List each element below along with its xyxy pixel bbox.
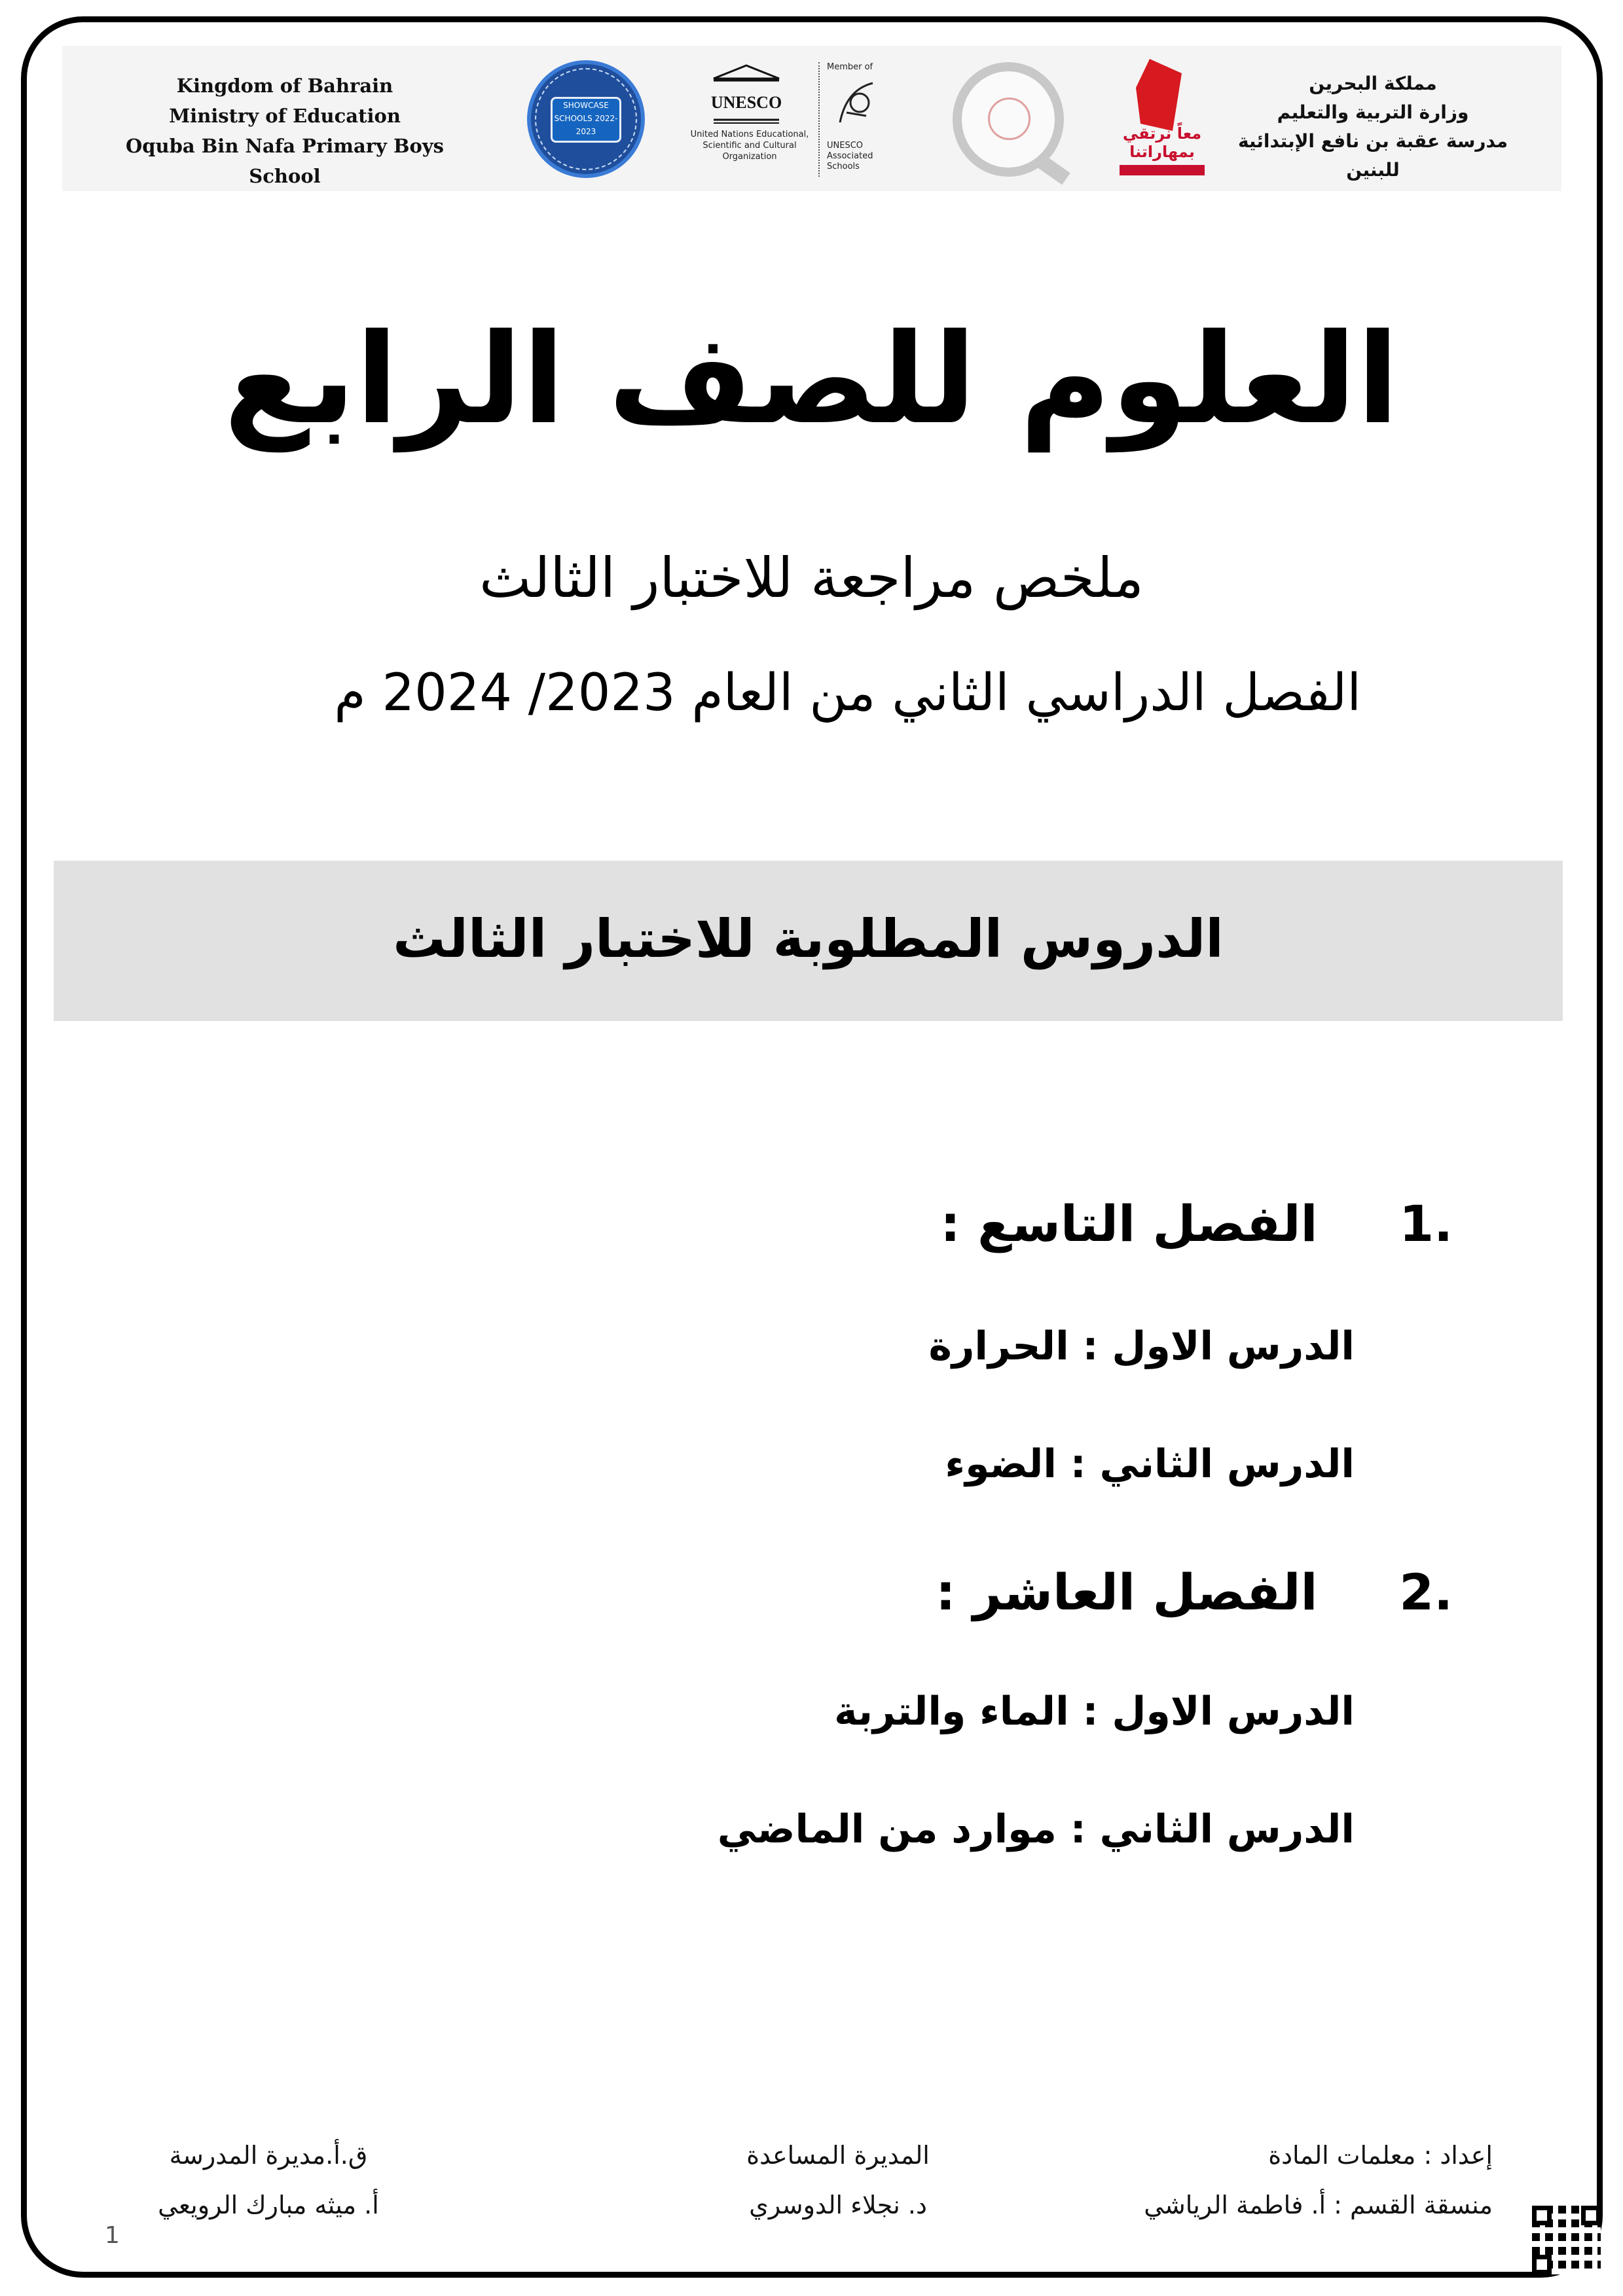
section-banner [54,861,1563,1021]
chapter-heading [471,1188,1453,1260]
unesco-associated-label: UNESCO Associated Schools [827,141,873,171]
qr-code-icon [1532,2206,1601,2274]
unesco-temple-icon [710,62,782,124]
header-en-line: Ministry of Education [169,105,401,127]
header-ar-line: وزارة التربية والتعليم [1277,101,1469,123]
header-arabic [1209,69,1537,185]
header-ar-line: مدرسة عقبة بن نافع الإبتدائية للبنين [1237,130,1508,181]
qr-finder [1581,2206,1601,2225]
q-tail-shape [1035,154,1070,185]
footer-principal [85,2130,452,2230]
assistant-label: المديرة المساعدة [746,2141,930,2170]
assistant-name: د. نجلاء الدوسري [749,2191,927,2219]
quality-emblem [988,98,1030,140]
bahrain-skills-logo [1116,59,1208,183]
unesco-word: UNESCO [710,93,782,112]
unesco-divider [818,62,820,177]
footer-assistant-principal [655,2130,1021,2230]
header-en-line: Oquba Bin Nafa Primary Boys School [126,135,444,187]
lesson-item: الدرس الاول : الحرارة [928,1323,1355,1369]
document-title: العلوم للصف الرابع [223,307,1400,452]
lesson-item: الدرس الاول : الماء والتربة [834,1689,1355,1734]
header-english [88,71,481,191]
qr-finder [1532,2206,1552,2225]
preparer-label: إعداد : معلمات المادة [1268,2141,1493,2170]
banner-title: الدروس المطلوبة للاختبار الثالث [393,908,1224,969]
unesco-member-block [827,62,899,171]
bahrain-logo-text: معاً نرتقي بمهاراتنا [1122,124,1202,161]
unesco-member-label: Member of [827,62,873,72]
chapter-number: .2 [1399,1563,1453,1621]
quality-award-logo [953,62,1064,177]
principal-name: أ. ميثه مبارك الرويعي [158,2191,379,2219]
preparer-name: منسقة القسم : أ. فاطمة الرياشي [1144,2191,1493,2219]
chapter-number: .1 [1399,1194,1453,1253]
lesson-item: الدرس الثاني : الضوء [945,1441,1355,1487]
chapter-heading [471,1556,1453,1628]
bahrain-logo-strip [1120,165,1205,175]
associated-schools-icon [833,77,879,129]
footer-preparer [1126,2130,1493,2230]
chapter-title: الفصل التاسع : [940,1194,1318,1253]
badge-text: SHOWCASE SCHOOLS 2022-2023 [551,97,621,143]
page-number: 1 [105,2222,120,2249]
header-en-line: Kingdom of Bahrain [176,75,393,97]
bahrain-map-icon [1136,59,1182,131]
showcase-schools-logo [527,60,645,178]
lesson-item: الدرس الثاني : موارد من الماضي [717,1806,1355,1852]
document-subtitle: ملخص مراجعة للاختبار الثالث [479,546,1144,610]
principal-label: ق.أ.مديرة المدرسة [169,2141,368,2170]
unesco-caption: United Nations Educational, Scientific and Cultural Organization [690,130,809,162]
unesco-logo [684,62,900,180]
header-ar-line: مملكة البحرين [1309,73,1437,94]
school-header [62,46,1561,191]
academic-term: الفصل الدراسي الثاني من العام 2023/ 2024 م [334,664,1361,723]
chapter-title: الفصل العاشر : [936,1563,1318,1621]
qr-finder [1532,2255,1552,2274]
